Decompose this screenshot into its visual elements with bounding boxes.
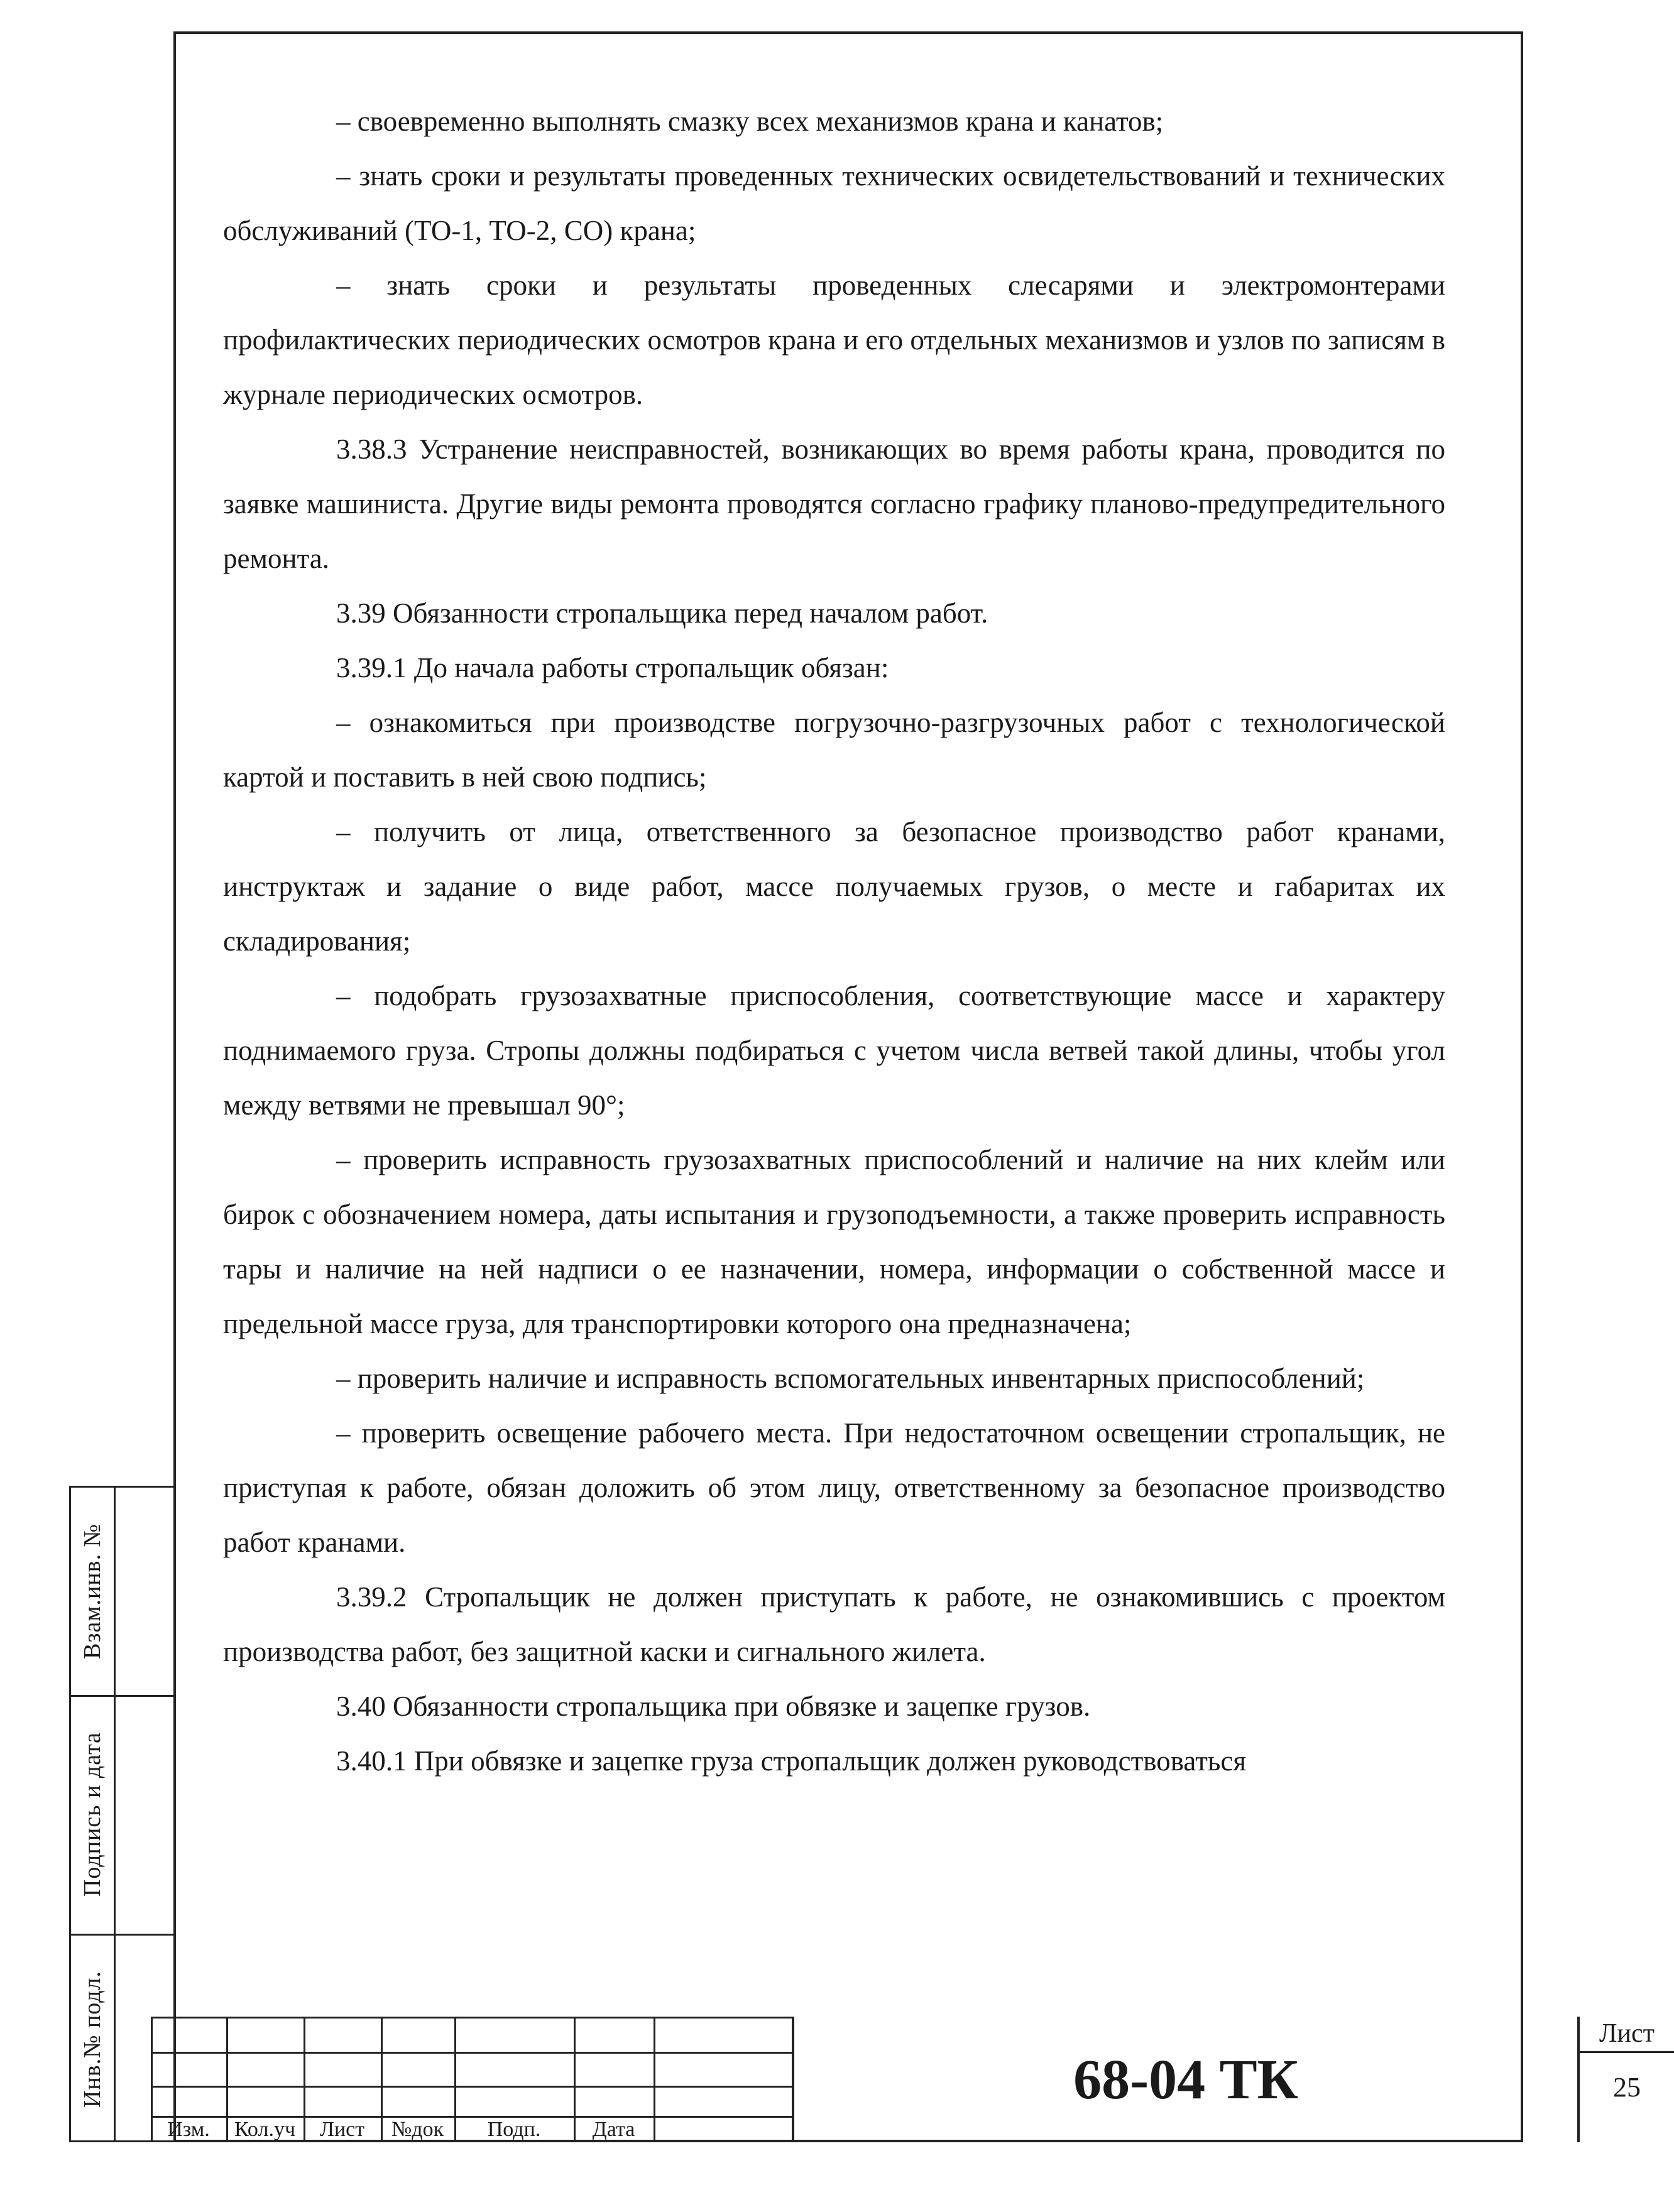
header-kol-uch: Кол.уч bbox=[234, 2118, 296, 2141]
paragraph: 3.38.3 Устранение неисправностей, возникающих во время работы крана, проводится по заявке машиниста. Другие виды ремонта проводятся согласно графику планово-предупредительного ремонта. bbox=[223, 433, 1445, 574]
header-izm: Изм. bbox=[167, 2118, 210, 2141]
sheet-label: Лист bbox=[1580, 2017, 1674, 2053]
sheet-cell bbox=[1577, 2017, 1674, 2142]
paragraph: – проверить исправность грузозахватных приспособлений и наличие на них клейм или бирок с обозначением номера, даты испытания и грузоподъемности, а также проверить исправность тары и наличие на ней надписи о ее назначении, номера, информации о собственной массе и предельной массе груза, для транспортировки которого она предназначена; bbox=[223, 1144, 1445, 1339]
paragraph: 3.39.2 Стропальщик не должен приступать к работе, не ознакомившись с проектом производства работ, без защитной каски и сигнального жилета. bbox=[223, 1581, 1445, 1667]
paragraph: – своевременно выполнять смазку всех механизмов крана и канатов; bbox=[336, 106, 1164, 137]
paragraph: – знать сроки и результаты проведенных технических освидетельствований и технических обслуживаний (ТО-1, ТО-2, СО) крана; bbox=[223, 160, 1445, 246]
paragraph: 3.40 Обязанности стропальщика при обвязке и зацепке грузов. bbox=[336, 1691, 1091, 1722]
paragraph: – знать сроки и результаты проведенных слесарями и электромонтерами профилактических периодических осмотров крана и его отдельных механизмов и узлов по записям в журнале периодических осмотров. bbox=[223, 270, 1445, 410]
paragraph: 3.40.1 При обвязке и зацепке груза стропальщик должен руководствоваться bbox=[336, 1745, 1247, 1777]
paragraph: – получить от лица, ответственного за безопасное производство работ кранами, инструктаж и задание о виде работ, массе получаемых грузов, о месте и габаритах их складирования; bbox=[223, 816, 1445, 957]
revision-grid bbox=[151, 2017, 792, 2142]
side-label-inv-orig: Инв.№ подл. bbox=[79, 1970, 106, 2108]
header-list: Лист bbox=[319, 2118, 365, 2141]
sheet-number: 25 bbox=[1613, 2072, 1641, 2103]
paragraph: 3.39.1 До начала работы стропальщик обязан: bbox=[336, 652, 889, 684]
paragraph: – проверить освещение рабочего места. При недостаточном освещении стропальщик, не приступая к работе, обязан доложить об этом лицу, ответственному за безопасное производство работ кранами. bbox=[223, 1417, 1445, 1558]
side-label-inv-replace: Взам.инв. № bbox=[79, 1523, 106, 1659]
title-block bbox=[151, 2017, 1655, 2142]
document-body bbox=[223, 94, 1445, 1789]
header-podp: Подп. bbox=[487, 2118, 541, 2141]
paragraph: 3.39 Обязанности стропальщика перед началом работ. bbox=[336, 597, 988, 629]
header-data: Дата bbox=[592, 2118, 635, 2141]
paragraph: – подобрать грузозахватные приспособления, соответствующие массе и характеру поднимаемого груза. Стропы должны подбираться с учетом числа ветвей такой длины, чтобы угол между ветвями не превышал 90°; bbox=[223, 980, 1445, 1121]
document-code: 68-04 ТК bbox=[792, 2017, 1577, 2142]
paragraph: – проверить наличие и исправность вспомогательных инвентарных приспособлений; bbox=[336, 1363, 1365, 1394]
paragraph: – ознакомиться при производстве погрузочно-разгрузочных работ с технологической картой и поставить в ней свою подпись; bbox=[223, 707, 1445, 793]
header-ndok: №док bbox=[391, 2118, 444, 2141]
side-label-sign-date: Подпись и дата bbox=[79, 1731, 106, 1897]
